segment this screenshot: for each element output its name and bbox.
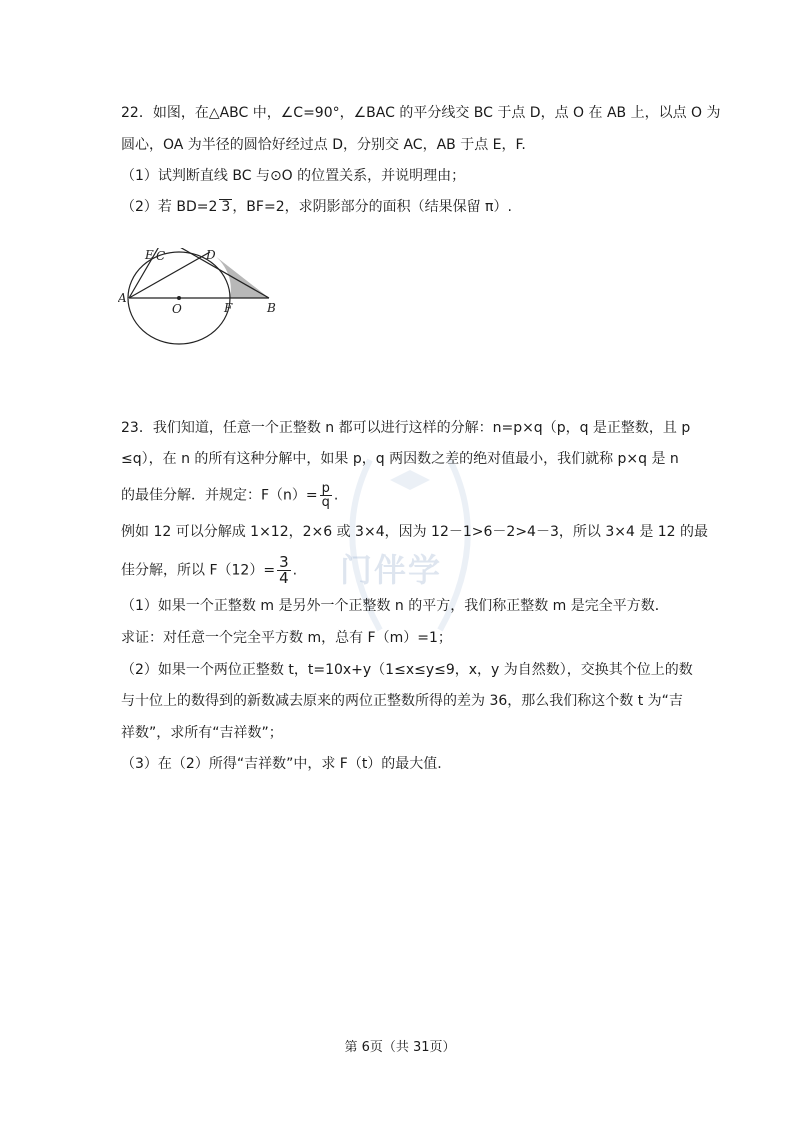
q22-line1: 22．如图，在△ABC 中，∠C=90°，∠BAC 的平分线交 BC 于点 D，点 O 在 AB 上，以点 O 为 [121, 105, 721, 121]
fraction-numerator: 3 [279, 553, 289, 571]
geometry-figure [118, 248, 288, 348]
q23-line5 [121, 555, 297, 586]
q22-line2: 圆心，OA 为半径的圆恰好经过点 D，分别交 AC，AB 于点 E，F. [121, 137, 526, 153]
fraction-three-quarters [277, 555, 291, 586]
center-dot-o [177, 296, 181, 300]
q23-part1-proof: 求证：对任意一个完全平方数 m，总有 F（m）=1； [121, 630, 452, 646]
q23-line5-end: . [292, 562, 298, 579]
q22-part2-end: ，BF=2，求阴影部分的面积（结果保留 π）. [232, 199, 512, 215]
q23-part2-line2: 与十位上的数得到的新数减去原来的两位正整数所得的差为 36，那么我们称这个数 t 为“吉 [121, 693, 683, 709]
label-o: O [172, 302, 182, 316]
q22-part2 [121, 197, 512, 217]
label-e: E [145, 248, 154, 262]
q23-part1: （1）如果一个正整数 m 是另外一个正整数 n 的平方，我们称正整数 m 是完全平方数． [121, 598, 669, 614]
q23-part2-line1: （2）如果一个两位正整数 t，t=10x+y（1≤x≤y≤9，x，y 为自然数），交换其个位上的数 [121, 662, 693, 678]
q23-line3 [121, 482, 338, 509]
label-a: A [118, 291, 127, 305]
q23-line4: 例如 12 可以分解成 1×12，2×6 或 3×4，因为 12－1>6－2>4－3，所以 3×4 是 12 的最 [121, 524, 709, 540]
segment-ad [129, 252, 210, 298]
label-f: F [224, 301, 233, 315]
fraction-denominator: q [321, 495, 330, 510]
q23-part2-line3: 祥数”，求所有“吉祥数”； [121, 725, 283, 741]
q23-line3-start: 的最佳分解．并规定：F（n）= [121, 487, 318, 504]
q23-line3-end: . [333, 487, 339, 504]
q23-line2: ≤q），在 n 的所有这种分解中，如果 p，q 两因数之差的绝对值最小，我们就称 p×q 是 n [121, 451, 679, 467]
q23-line5-start: 佳分解，所以 F（12）= [121, 562, 276, 579]
q22-part2-start: （2）若 BD=2 [121, 199, 218, 215]
label-b: B [267, 301, 276, 315]
fraction-numerator: p [321, 481, 330, 496]
page-footer: 第 6页（共 31页） [344, 1040, 456, 1055]
sqrt-expression: 3 [221, 199, 231, 215]
fraction-denominator: 4 [279, 569, 289, 587]
shaded-region [210, 252, 269, 298]
label-c: C [156, 249, 166, 263]
label-d: D [206, 248, 216, 262]
q23-line1: 23．我们知道，任意一个正整数 n 都可以进行这样的分解：n=p×q（p，q 是正整数，且 p [121, 420, 691, 436]
q22-part1: （1）试判断直线 BC 与⊙O 的位置关系，并说明理由； [121, 168, 466, 184]
fraction-p-over-q [320, 482, 332, 509]
watermark-logo-text: 门伴学 [340, 551, 443, 589]
q23-part3: （3）在（2）所得“吉祥数”中，求 F（t）的最大值. [121, 756, 442, 772]
